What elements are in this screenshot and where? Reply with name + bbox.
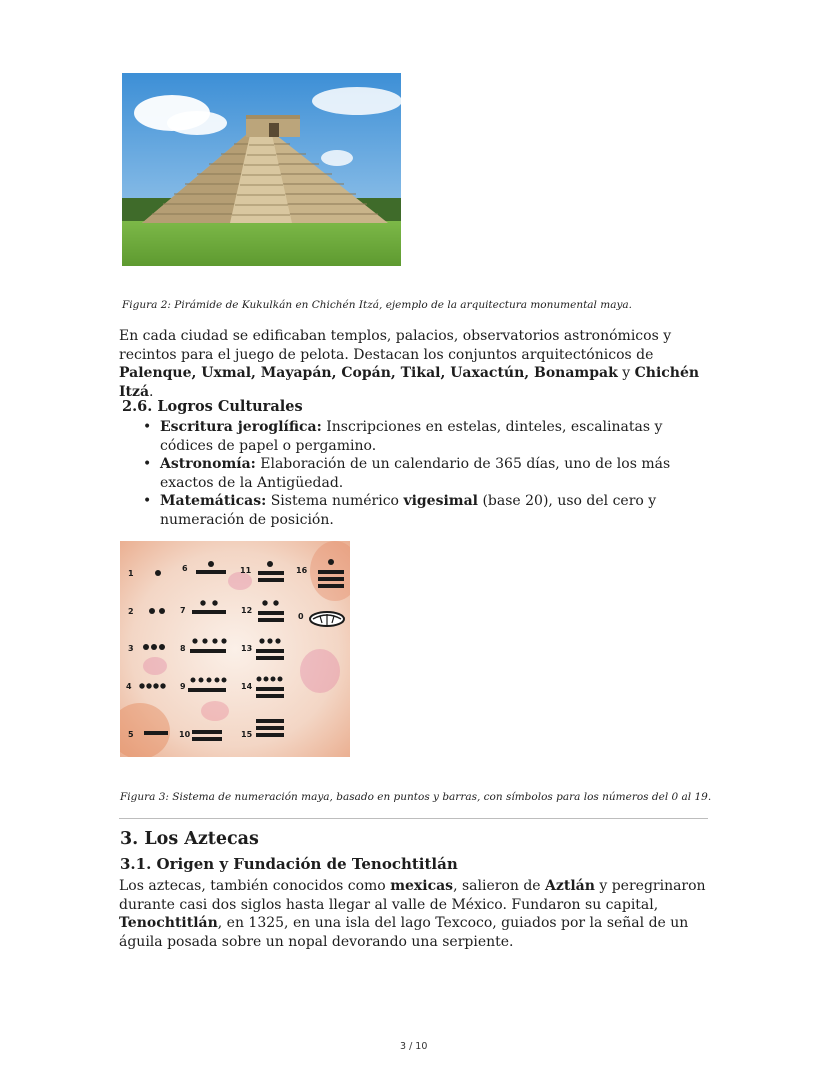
list-item [119,455,719,492]
numeral-label: 10 [179,730,191,739]
numeral-label: 1 [128,569,134,578]
cities-text: En cada ciudad se edificaban templos, palacios, observatorios astronómicos y recintos para el juego de pelota. Destacan los conjuntos arquitectónicos de [119,328,672,363]
site-name: Bonampak [534,365,618,381]
numeral-label: 4 [126,682,132,691]
item-term: Escritura jeroglífica: [160,419,322,435]
section-3-1-heading: 3.1. Origen y Fundación de Tenochtitlán [120,855,458,873]
page-number: 3 / 10 [400,1041,428,1052]
numeral-label: 14 [241,682,253,691]
numeral-label: 11 [240,566,252,575]
item-text: Elaboración de un calendario de 365 días, uno de los más exactos de la Antigüedad. [160,456,671,491]
maya-numerals-illustration [120,541,350,757]
numeral-label: 5 [128,730,134,739]
numeral-label: 9 [180,682,186,691]
bullet-icon: • [143,493,152,509]
section-2-6-heading: 2.6. Logros Culturales [122,398,303,415]
section-divider [119,818,708,819]
list-item: • Matemáticas: Sistema numérico vigesimal (base 20), uso del cero y numeración de posición. [143,493,657,528]
bullet-icon: • [143,419,152,435]
numeral-label: 8 [180,644,186,653]
numeral-label: 7 [180,606,186,615]
numeral-label: 16 [296,566,308,575]
numeral-label: 13 [241,644,253,653]
item-term: Astronomía: [160,456,256,472]
numeral-label: 6 [182,564,188,573]
cities-paragraph: En cada ciudad se edificaban templos, palacios, observatorios astronómicos y recintos para el juego de pelota. Destacan los conjuntos arquitectónicos de Palenque, Uxmal, Mayapán, Copán, Tikal, Uaxactún, Bonampak y Chichén Itzá. [119,328,700,400]
numeral-label: 3 [128,644,134,653]
figure-3-caption: Figura 3: Sistema de numeración maya, basado en puntos y barras, con símbolos para los números del 0 al 19. [120,791,712,803]
section-3-heading: 3. Los Aztecas [120,829,259,849]
numeral-label: 15 [241,730,253,739]
figure-2-image [122,73,401,266]
site-name: Uaxactún [450,365,525,381]
item-term: Matemáticas: [160,493,267,509]
site-name: Chichén Itzá [119,365,700,400]
item-text: Inscripciones en estelas, dinteles, escalinatas y códices de papel o pergamino. [160,419,663,454]
site-name: Mayapán [260,365,332,381]
site-name: Palenque [119,365,192,381]
list-item [119,418,719,455]
numeral-label: 0 [298,612,304,621]
site-name: Tikal [400,365,441,381]
bullet-icon: • [143,456,152,472]
site-name: Copán [341,365,391,381]
numeral-label: 12 [241,606,253,615]
aztecs-paragraph: Los aztecas, también conocidos como mexicas, salieron de Aztlán y peregrinaron durante casi dos siglos hasta llegar al valle de México. Fundaron su capital, Tenochtitlán, en 1325, en una isla del lago Texcoco, guiados por la señal de un águila posada sobre un nopal devorando una serpiente. [119,878,706,950]
numeral-label: 2 [128,607,134,616]
cultural-achievements-list [119,418,719,529]
pyramid-illustration [122,73,401,266]
figure-2-caption: Figura 2: Pirámide de Kukulkán en Chichén Itzá, ejemplo de la arquitectura monumental maya. [122,299,633,311]
site-name: Uxmal [201,365,252,381]
figure-3-image [120,541,350,757]
shell-zero-icon [310,612,344,626]
